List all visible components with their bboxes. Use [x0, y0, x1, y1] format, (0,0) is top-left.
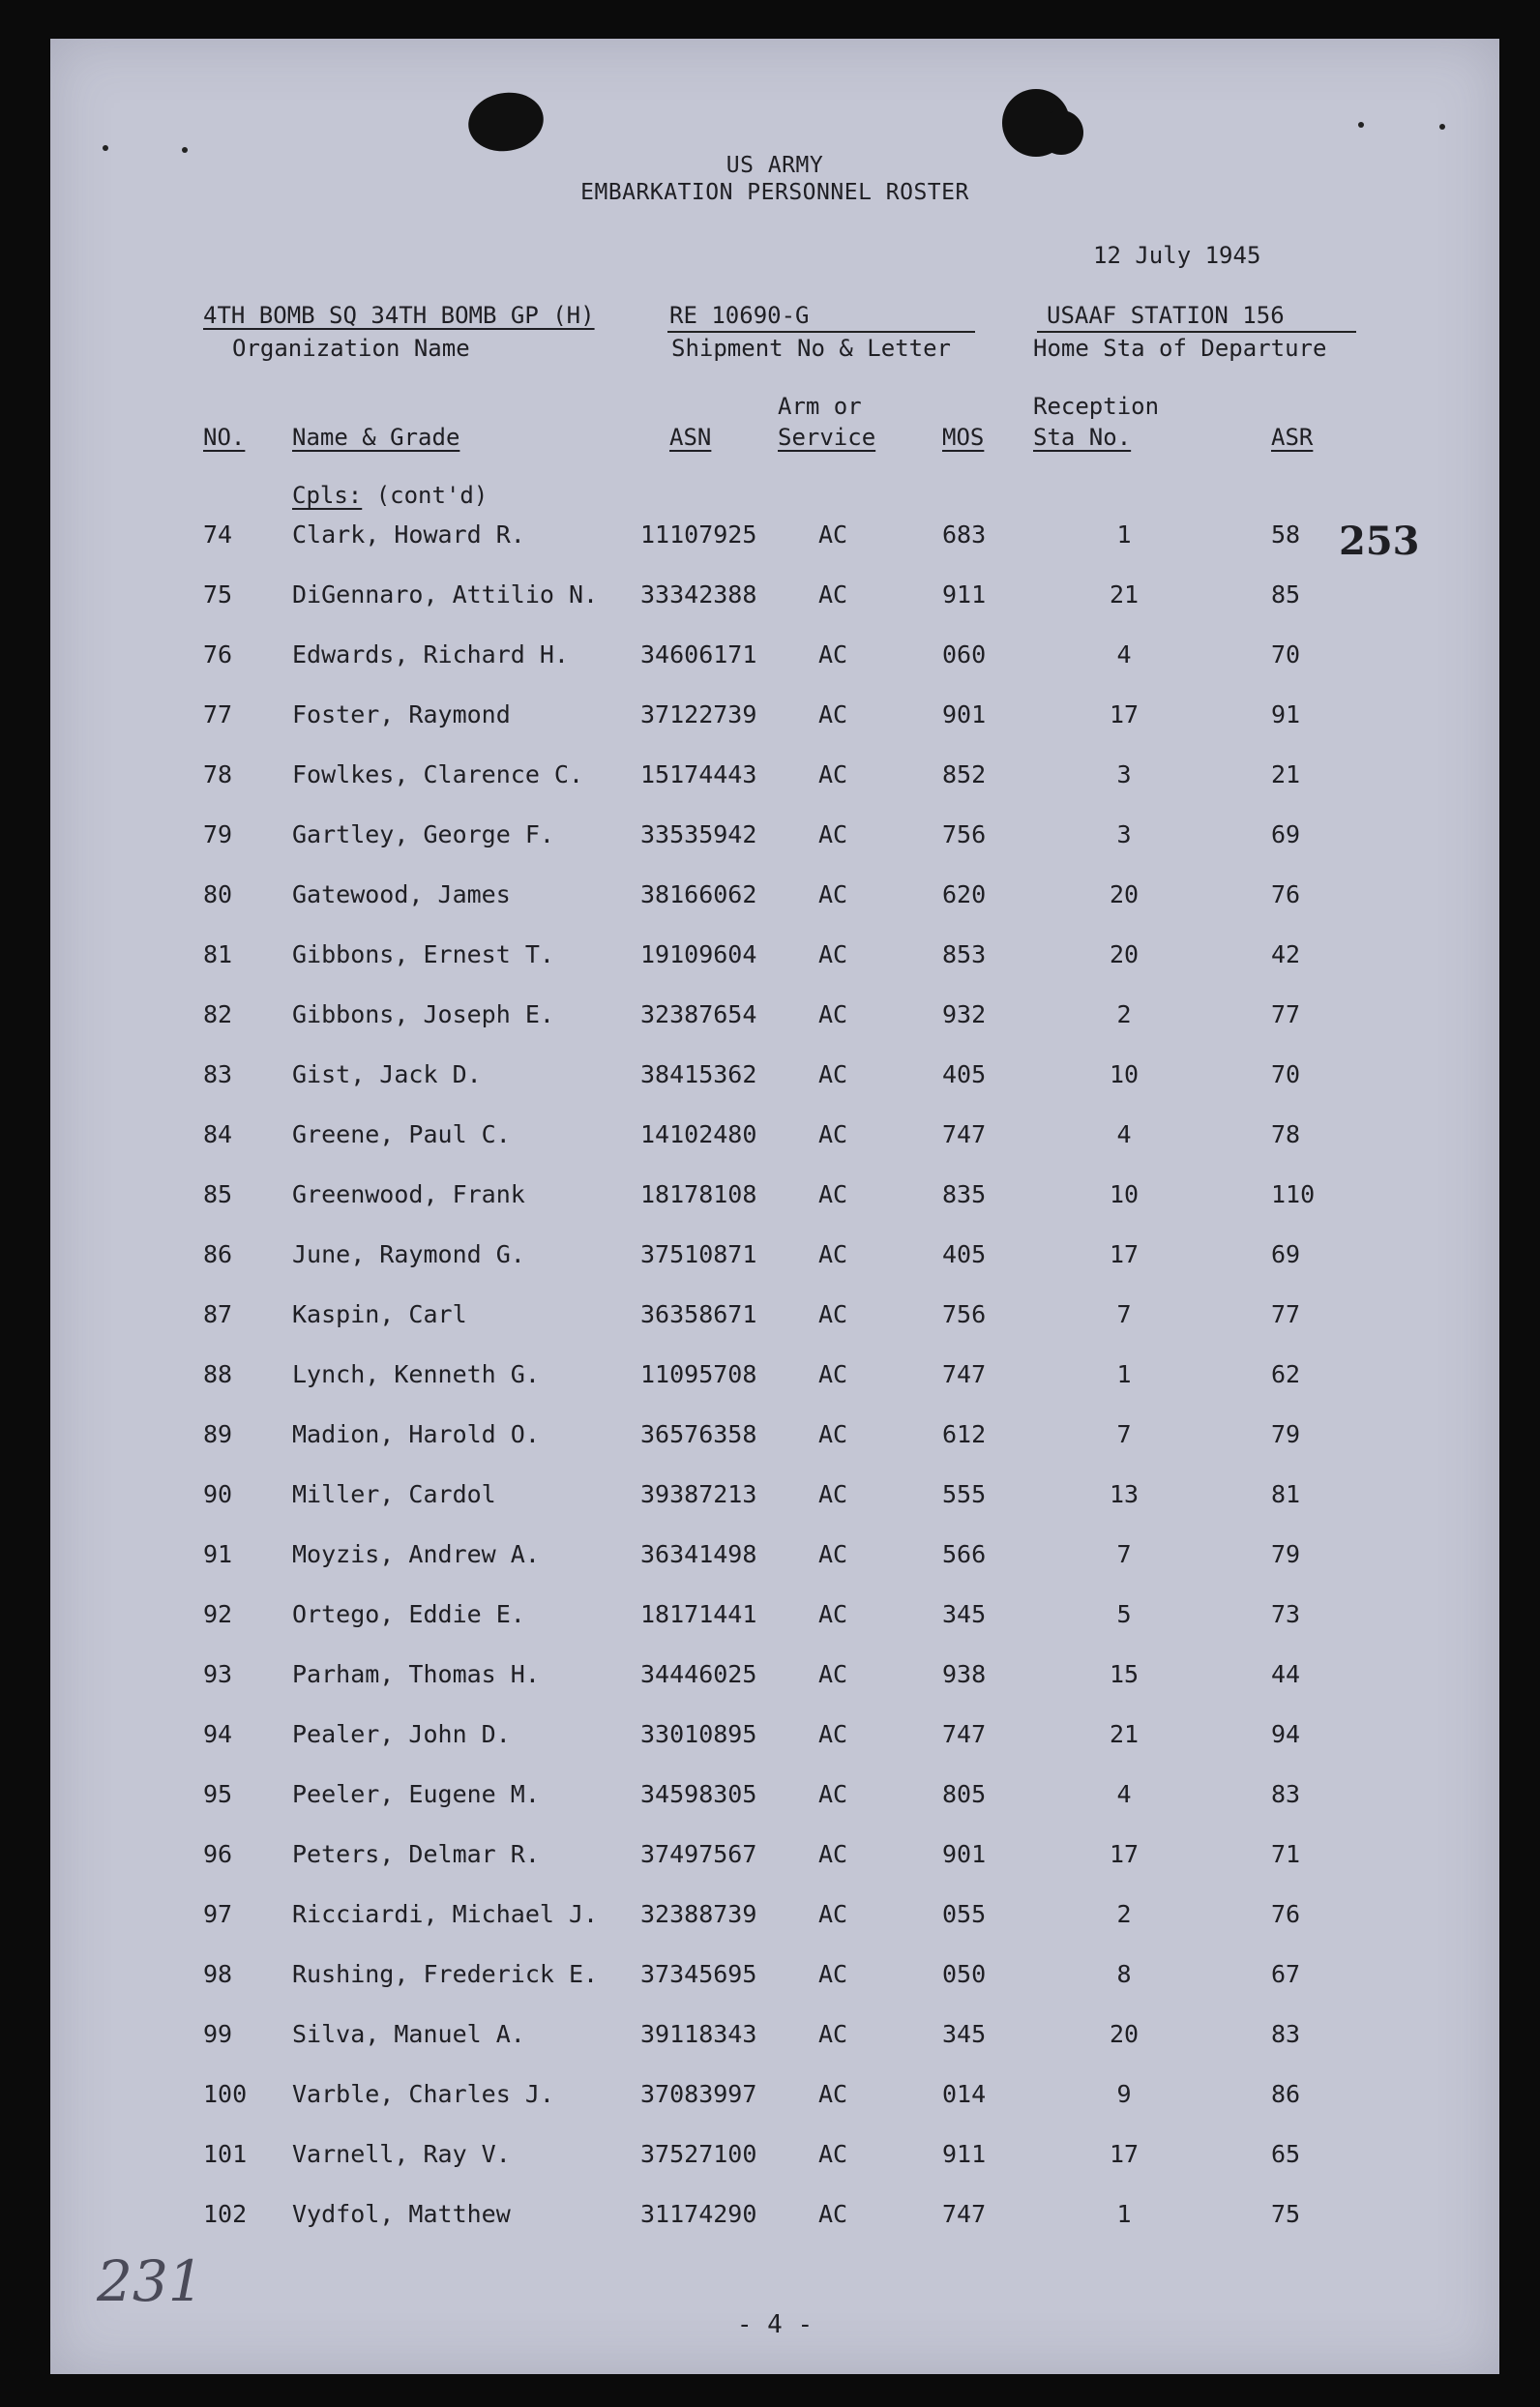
row-reception-sta: 10 [1109, 1180, 1140, 1208]
row-asn: 11095708 [640, 1360, 757, 1388]
row-mos: 050 [942, 1960, 987, 1988]
row-reception-sta: 7 [1116, 1420, 1132, 1448]
row-reception-sta: 13 [1109, 1480, 1140, 1508]
row-number: 94 [203, 1720, 233, 1748]
row-asn: 33535942 [640, 820, 757, 848]
row-asn: 15174443 [640, 760, 757, 788]
row-asr: 69 [1271, 1240, 1301, 1268]
row-name-grade: Moyzis, Andrew A. [292, 1540, 540, 1568]
row-number: 90 [203, 1480, 233, 1508]
table-row [50, 520, 1499, 559]
station-value: USAAF STATION 156 [1047, 302, 1285, 329]
row-reception-sta: 4 [1116, 640, 1132, 669]
row-asn: 39387213 [640, 1480, 757, 1508]
row-number: 76 [203, 640, 233, 669]
row-asn: 37345695 [640, 1960, 757, 1988]
header-line-2: EMBARKATION PERSONNEL ROSTER [580, 180, 969, 205]
row-name-grade: Greenwood, Frank [292, 1180, 525, 1208]
row-mos: 938 [942, 1660, 987, 1688]
row-arm-service: AC [818, 820, 848, 848]
row-number: 99 [203, 2020, 233, 2048]
shipment-value: RE 10690-G [669, 302, 810, 329]
row-name-grade: Gibbons, Joseph E. [292, 1000, 554, 1028]
row-mos: 835 [942, 1180, 987, 1208]
table-row [50, 2080, 1499, 2119]
row-asr: 85 [1271, 580, 1301, 609]
row-number: 77 [203, 700, 233, 728]
row-mos: 555 [942, 1480, 987, 1508]
table-row [50, 880, 1499, 919]
row-name-grade: Peters, Delmar R. [292, 1840, 540, 1868]
row-name-grade: Miller, Cardol [292, 1480, 496, 1508]
row-asn: 31174290 [640, 2200, 757, 2228]
row-mos: 756 [942, 1300, 987, 1328]
row-asn: 34446025 [640, 1660, 757, 1688]
row-reception-sta: 7 [1116, 1300, 1132, 1328]
table-row [50, 1540, 1499, 1579]
col-no: NO. [203, 424, 246, 451]
row-reception-sta: 9 [1116, 2080, 1132, 2108]
row-arm-service: AC [818, 580, 848, 609]
page-number: - 4 - [736, 2310, 814, 2339]
row-asr: 76 [1271, 1900, 1301, 1928]
row-mos: 747 [942, 1360, 987, 1388]
row-asn: 37122739 [640, 700, 757, 728]
row-asr: 83 [1271, 1780, 1301, 1808]
handwritten-number: 231 [97, 2248, 204, 2314]
punch-hole-right-tear [1039, 110, 1083, 155]
row-asn: 34598305 [640, 1780, 757, 1808]
row-arm-service: AC [818, 2200, 848, 2228]
row-mos: 345 [942, 1600, 987, 1628]
row-number: 81 [203, 940, 233, 968]
row-asn: 37083997 [640, 2080, 757, 2108]
row-mos: 852 [942, 760, 987, 788]
row-reception-sta: 17 [1109, 1240, 1140, 1268]
row-arm-service: AC [818, 1240, 848, 1268]
roster-page [50, 39, 1499, 2374]
row-arm-service: AC [818, 1660, 848, 1688]
row-asn: 33010895 [640, 1720, 757, 1748]
row-asr: 94 [1271, 1720, 1301, 1748]
row-arm-service: AC [818, 640, 848, 669]
row-asn: 37527100 [640, 2140, 757, 2168]
row-asr: 78 [1271, 1120, 1301, 1148]
row-number: 87 [203, 1300, 233, 1328]
row-mos: 901 [942, 700, 987, 728]
row-reception-sta: 7 [1116, 1540, 1132, 1568]
row-asn: 38166062 [640, 880, 757, 908]
row-name-grade: Gatewood, James [292, 880, 511, 908]
row-asn: 39118343 [640, 2020, 757, 2048]
row-number: 95 [203, 1780, 233, 1808]
table-row [50, 580, 1499, 619]
row-mos: 932 [942, 1000, 987, 1028]
row-mos: 683 [942, 520, 987, 549]
row-arm-service: AC [818, 1000, 848, 1028]
header-line-1: US ARMY [726, 153, 824, 178]
row-name-grade: Madion, Harold O. [292, 1420, 540, 1448]
row-name-grade: Kaspin, Carl [292, 1300, 467, 1328]
row-asr: 110 [1271, 1180, 1316, 1208]
row-name-grade: Ricciardi, Michael J. [292, 1900, 599, 1928]
row-reception-sta: 17 [1109, 1840, 1140, 1868]
row-number: 79 [203, 820, 233, 848]
row-name-grade: Gartley, George F. [292, 820, 554, 848]
row-number: 80 [203, 880, 233, 908]
table-row [50, 1420, 1499, 1459]
row-name-grade: DiGennaro, Attilio N. [292, 580, 599, 609]
table-row [50, 1840, 1499, 1879]
row-arm-service: AC [818, 760, 848, 788]
table-row [50, 2200, 1499, 2239]
row-mos: 805 [942, 1780, 987, 1808]
row-number: 97 [203, 1900, 233, 1928]
row-arm-service: AC [818, 1180, 848, 1208]
row-asr: 44 [1271, 1660, 1301, 1688]
row-asn: 37510871 [640, 1240, 757, 1268]
col-asr: ASR [1271, 424, 1314, 451]
row-reception-sta: 2 [1116, 1000, 1132, 1028]
row-mos: 747 [942, 1120, 987, 1148]
table-row [50, 1300, 1499, 1339]
row-number: 98 [203, 1960, 233, 1988]
row-number: 101 [203, 2140, 248, 2168]
col-arm-line1: Arm or [778, 393, 862, 420]
row-number: 82 [203, 1000, 233, 1028]
row-reception-sta: 17 [1109, 700, 1140, 728]
row-asr: 77 [1271, 1300, 1301, 1328]
section-suffix: (cont'd) [375, 482, 489, 509]
row-asn: 14102480 [640, 1120, 757, 1148]
row-reception-sta: 20 [1109, 2020, 1140, 2048]
row-reception-sta: 1 [1116, 2200, 1132, 2228]
row-mos: 901 [942, 1840, 987, 1868]
row-reception-sta: 8 [1116, 1960, 1132, 1988]
table-row [50, 1960, 1499, 1999]
row-name-grade: Ortego, Eddie E. [292, 1600, 525, 1628]
stamp-number: 253 [1339, 519, 1420, 564]
table-row [50, 1180, 1499, 1219]
table-row [50, 1120, 1499, 1159]
row-reception-sta: 15 [1109, 1660, 1140, 1688]
row-arm-service: AC [818, 1960, 848, 1988]
table-row [50, 1720, 1499, 1759]
row-number: 96 [203, 1840, 233, 1868]
row-number: 83 [203, 1060, 233, 1088]
organization-value: 4TH BOMB SQ 34TH BOMB GP (H) [203, 302, 595, 329]
row-asr: 58 [1271, 520, 1301, 549]
row-name-grade: Parham, Thomas H. [292, 1660, 540, 1688]
row-arm-service: AC [818, 2020, 848, 2048]
row-arm-service: AC [818, 2080, 848, 2108]
row-asr: 65 [1271, 2140, 1301, 2168]
row-asn: 32388739 [640, 1900, 757, 1928]
row-asr: 79 [1271, 1540, 1301, 1568]
row-arm-service: AC [818, 1300, 848, 1328]
row-mos: 853 [942, 940, 987, 968]
row-mos: 566 [942, 1540, 987, 1568]
col-rec-line1: Reception [1033, 393, 1160, 420]
row-name-grade: Varnell, Ray V. [292, 2140, 511, 2168]
row-mos: 612 [942, 1420, 987, 1448]
row-asr: 81 [1271, 1480, 1301, 1508]
row-reception-sta: 21 [1109, 580, 1140, 609]
row-name-grade: Gist, Jack D. [292, 1060, 482, 1088]
row-mos: 911 [942, 580, 987, 609]
row-mos: 405 [942, 1060, 987, 1088]
row-arm-service: AC [818, 1120, 848, 1148]
row-reception-sta: 20 [1109, 940, 1140, 968]
row-name-grade: Fowlkes, Clarence C. [292, 760, 584, 788]
speck [1358, 122, 1364, 128]
row-mos: 620 [942, 880, 987, 908]
table-row [50, 1240, 1499, 1279]
row-name-grade: Edwards, Richard H. [292, 640, 569, 669]
row-number: 85 [203, 1180, 233, 1208]
row-arm-service: AC [818, 1600, 848, 1628]
shipment-underline [667, 331, 975, 333]
row-reception-sta: 1 [1116, 520, 1132, 549]
row-name-grade: Vydfol, Matthew [292, 2200, 511, 2228]
row-reception-sta: 17 [1109, 2140, 1140, 2168]
row-asr: 42 [1271, 940, 1301, 968]
row-number: 78 [203, 760, 233, 788]
table-row [50, 760, 1499, 799]
row-arm-service: AC [818, 520, 848, 549]
row-number: 89 [203, 1420, 233, 1448]
row-asr: 76 [1271, 880, 1301, 908]
row-number: 100 [203, 2080, 248, 2108]
table-row [50, 2140, 1499, 2179]
row-reception-sta: 3 [1116, 760, 1132, 788]
row-asr: 86 [1271, 2080, 1301, 2108]
row-name-grade: June, Raymond G. [292, 1240, 525, 1268]
row-arm-service: AC [818, 1900, 848, 1928]
row-name-grade: Silva, Manuel A. [292, 2020, 525, 2048]
table-row [50, 1780, 1499, 1819]
row-mos: 014 [942, 2080, 987, 2108]
row-number: 102 [203, 2200, 248, 2228]
row-name-grade: Clark, Howard R. [292, 520, 525, 549]
row-number: 75 [203, 580, 233, 609]
row-asn: 18178108 [640, 1180, 757, 1208]
row-name-grade: Pealer, John D. [292, 1720, 511, 1748]
row-asr: 70 [1271, 640, 1301, 669]
table-row [50, 1900, 1499, 1939]
station-label: Home Sta of Departure [1033, 335, 1327, 362]
row-name-grade: Gibbons, Ernest T. [292, 940, 554, 968]
col-mos: MOS [942, 424, 985, 451]
row-asr: 70 [1271, 1060, 1301, 1088]
row-asn: 36358671 [640, 1300, 757, 1328]
row-mos: 060 [942, 640, 987, 669]
row-number: 93 [203, 1660, 233, 1688]
row-asr: 77 [1271, 1000, 1301, 1028]
row-reception-sta: 3 [1116, 820, 1132, 848]
row-asr: 75 [1271, 2200, 1301, 2228]
row-asr: 21 [1271, 760, 1301, 788]
row-arm-service: AC [818, 1720, 848, 1748]
row-asr: 67 [1271, 1960, 1301, 1988]
row-arm-service: AC [818, 2140, 848, 2168]
row-arm-service: AC [818, 1540, 848, 1568]
row-reception-sta: 4 [1116, 1120, 1132, 1148]
col-rec-line2: Sta No. [1033, 424, 1132, 451]
row-reception-sta: 21 [1109, 1720, 1140, 1748]
row-mos: 747 [942, 1720, 987, 1748]
row-arm-service: AC [818, 880, 848, 908]
row-reception-sta: 5 [1116, 1600, 1132, 1628]
row-arm-service: AC [818, 1360, 848, 1388]
speck [103, 145, 108, 151]
row-asn: 38415362 [640, 1060, 757, 1088]
row-asr: 83 [1271, 2020, 1301, 2048]
table-row [50, 940, 1499, 979]
row-asn: 19109604 [640, 940, 757, 968]
row-number: 92 [203, 1600, 233, 1628]
row-asn: 11107925 [640, 520, 757, 549]
row-arm-service: AC [818, 1840, 848, 1868]
section-label [292, 482, 488, 509]
row-arm-service: AC [818, 700, 848, 728]
table-row [50, 2020, 1499, 2059]
row-reception-sta: 4 [1116, 1780, 1132, 1808]
row-mos: 405 [942, 1240, 987, 1268]
table-row [50, 1600, 1499, 1639]
organization-label: Organization Name [232, 335, 470, 362]
row-asn: 33342388 [640, 580, 757, 609]
table-row [50, 1000, 1499, 1039]
row-asn: 36576358 [640, 1420, 757, 1448]
row-name-grade: Greene, Paul C. [292, 1120, 511, 1148]
table-row [50, 700, 1499, 739]
row-number: 84 [203, 1120, 233, 1148]
row-mos: 911 [942, 2140, 987, 2168]
row-asr: 69 [1271, 820, 1301, 848]
row-reception-sta: 20 [1109, 880, 1140, 908]
table-row [50, 1060, 1499, 1099]
row-number: 91 [203, 1540, 233, 1568]
table-row [50, 640, 1499, 679]
row-reception-sta: 10 [1109, 1060, 1140, 1088]
row-mos: 756 [942, 820, 987, 848]
speck [1439, 124, 1445, 130]
row-arm-service: AC [818, 1780, 848, 1808]
row-asr: 71 [1271, 1840, 1301, 1868]
row-arm-service: AC [818, 1480, 848, 1508]
row-asn: 37497567 [640, 1840, 757, 1868]
row-mos: 345 [942, 2020, 987, 2048]
row-name-grade: Varble, Charles J. [292, 2080, 554, 2108]
row-asr: 91 [1271, 700, 1301, 728]
row-asn: 34606171 [640, 640, 757, 669]
table-row [50, 820, 1499, 859]
row-asr: 62 [1271, 1360, 1301, 1388]
row-number: 88 [203, 1360, 233, 1388]
roster-date: 12 July 1945 [1093, 242, 1261, 269]
row-name-grade: Foster, Raymond [292, 700, 511, 728]
row-arm-service: AC [818, 940, 848, 968]
table-row [50, 1480, 1499, 1519]
row-arm-service: AC [818, 1060, 848, 1088]
row-asn: 32387654 [640, 1000, 757, 1028]
col-arm-line2: Service [778, 424, 876, 451]
shipment-label: Shipment No & Letter [671, 335, 951, 362]
row-reception-sta: 2 [1116, 1900, 1132, 1928]
row-mos: 747 [942, 2200, 987, 2228]
row-asr: 79 [1271, 1420, 1301, 1448]
table-row [50, 1360, 1499, 1399]
row-mos: 055 [942, 1900, 987, 1928]
row-number: 86 [203, 1240, 233, 1268]
row-reception-sta: 1 [1116, 1360, 1132, 1388]
row-asn: 18171441 [640, 1600, 757, 1628]
table-row [50, 1660, 1499, 1699]
row-asr: 73 [1271, 1600, 1301, 1628]
row-number: 74 [203, 520, 233, 549]
col-asn: ASN [669, 424, 712, 451]
row-name-grade: Rushing, Frederick E. [292, 1960, 599, 1988]
row-asn: 36341498 [640, 1540, 757, 1568]
col-name: Name & Grade [292, 424, 460, 451]
station-underline [1037, 331, 1356, 333]
section-grade: Cpls: [292, 482, 363, 509]
row-name-grade: Peeler, Eugene M. [292, 1780, 540, 1808]
row-arm-service: AC [818, 1420, 848, 1448]
row-name-grade: Lynch, Kenneth G. [292, 1360, 540, 1388]
punch-hole-left [463, 87, 548, 158]
